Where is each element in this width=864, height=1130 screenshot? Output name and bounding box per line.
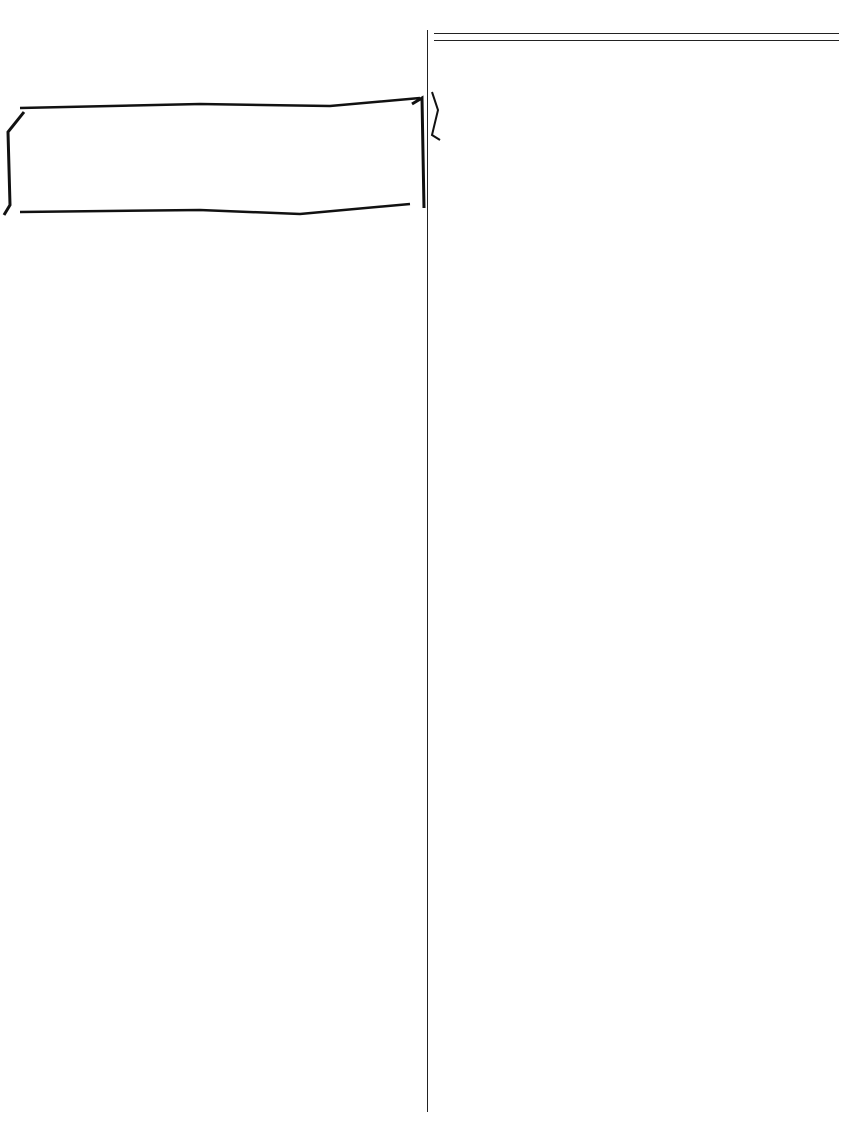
left-column <box>22 30 422 36</box>
section-rule <box>434 40 839 41</box>
right-column <box>434 30 839 47</box>
section-rule <box>434 33 839 34</box>
column-divider <box>427 30 428 1112</box>
